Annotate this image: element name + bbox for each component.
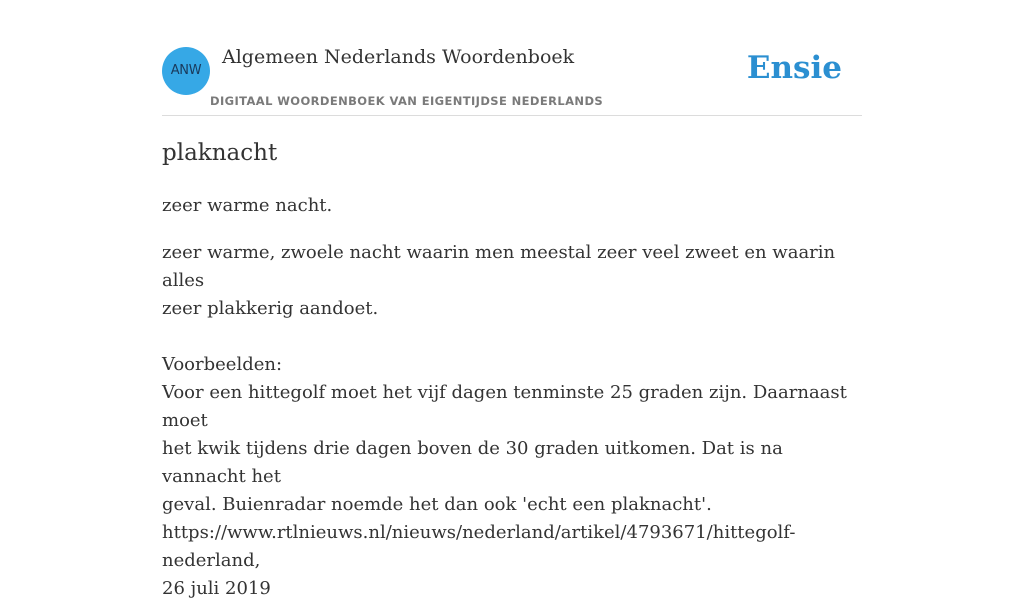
site-subtitle: DIGITAAL WOORDENBOEK VAN EIGENTIJDSE NEDERLANDS: [210, 94, 604, 108]
entry-content: [162, 239, 862, 603]
short-definition: zeer warme nacht.: [162, 195, 333, 216]
site-title[interactable]: Algemeen Nederlands Woordenboek: [222, 46, 575, 68]
example-line: geval. Buienradar noemde het dan ook 'echt een plaknacht'.: [162, 494, 712, 515]
example-line: het kwik tijdens drie dagen boven de 30 graden uitkomen. Dat is na vannacht het: [162, 438, 783, 487]
header: [162, 0, 862, 116]
example-line: Voor een hittegolf moet het vijf dagen tenminste 25 graden zijn. Daarnaast moet: [162, 382, 847, 431]
long-definition-line: zeer warme, zwoele nacht waarin men meestal zeer veel zweet en waarin alles: [162, 242, 836, 291]
entry-word: plaknacht: [162, 140, 278, 166]
examples-heading: Voorbeelden:: [162, 354, 283, 375]
source-date: 26 juli 2019: [162, 578, 271, 599]
anw-logo[interactable]: ANW: [162, 47, 210, 95]
ensie-brand-link[interactable]: Ensie: [746, 50, 842, 86]
spacer: [162, 323, 862, 351]
long-definition-line: zeer plakkerig aandoet.: [162, 298, 379, 319]
source-url: https://www.rtlnieuws.nl/nieuws/nederland/artikel/4793671/hittegolf-nederland,: [162, 522, 796, 571]
page: [162, 0, 862, 599]
